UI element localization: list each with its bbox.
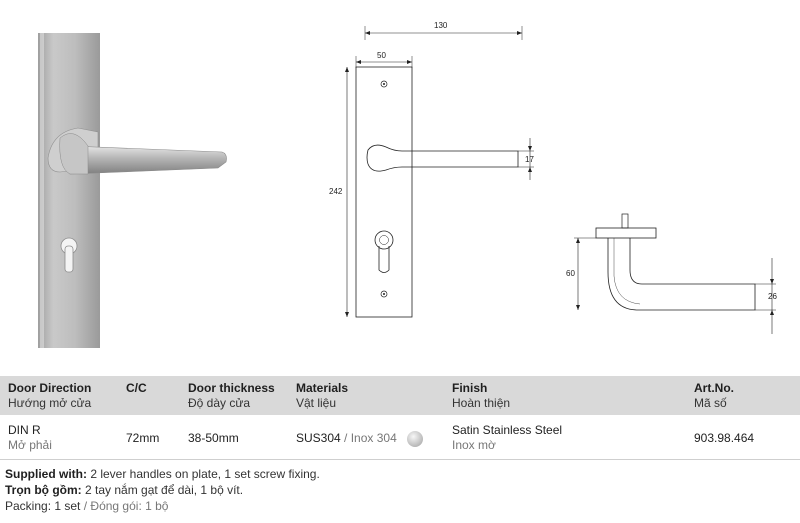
header-finish: Finish Hoàn thiện bbox=[444, 376, 686, 415]
cell-art-no: 903.98.464 bbox=[686, 415, 800, 460]
packing-line: Packing: 1 set / Đóng gói: 1 bộ bbox=[5, 499, 169, 513]
table-row bbox=[0, 415, 800, 460]
front-view-drawing bbox=[320, 10, 550, 330]
satin-steel-swatch-icon bbox=[407, 431, 423, 447]
spec-table bbox=[0, 376, 800, 460]
header-art-no: Art.No. Mã số bbox=[686, 376, 800, 415]
plate-edge-highlight bbox=[40, 33, 44, 348]
header-materials: Materials Vật liệu bbox=[288, 376, 444, 415]
back-plate bbox=[38, 33, 100, 348]
lever-handle bbox=[70, 146, 227, 174]
dim-height: 242 bbox=[329, 187, 343, 196]
header-cc: C/C bbox=[118, 376, 180, 415]
cell-direction: DIN R Mở phải bbox=[0, 415, 118, 460]
spec-header-row bbox=[0, 376, 800, 415]
spindle bbox=[622, 214, 628, 228]
dim-lever-thickness: 17 bbox=[525, 155, 534, 164]
cell-finish: Satin Stainless Steel Inox mờ bbox=[444, 415, 686, 460]
rose-plate bbox=[596, 228, 656, 238]
keyhole-outline bbox=[375, 231, 393, 273]
cell-cc: 72mm bbox=[118, 415, 180, 460]
side-view-drawing bbox=[560, 200, 790, 340]
dim-projection: 60 bbox=[566, 269, 575, 278]
lever-outline bbox=[367, 145, 518, 171]
cell-material: SUS304 / Inox 304 bbox=[288, 415, 444, 460]
dim-total-width: 130 bbox=[434, 21, 448, 30]
product-photo bbox=[30, 28, 250, 358]
tron-bo-line: Trọn bộ gồm: 2 tay nắm gạt để dài, 1 bộ vít. bbox=[5, 483, 244, 497]
dim-lever-depth: 26 bbox=[768, 292, 777, 301]
plate-outline bbox=[356, 67, 412, 317]
supplied-with-line: Supplied with: 2 lever handles on plate, 1 set screw fixing. bbox=[5, 467, 320, 481]
header-thickness: Door thickness Độ dày cửa bbox=[180, 376, 288, 415]
cell-thickness: 38-50mm bbox=[180, 415, 288, 460]
header-direction: Door Direction Hướng mở cửa bbox=[0, 376, 118, 415]
dim-plate-width: 50 bbox=[377, 51, 386, 60]
lever-side-outline bbox=[608, 238, 755, 310]
supply-notes bbox=[5, 466, 320, 514]
